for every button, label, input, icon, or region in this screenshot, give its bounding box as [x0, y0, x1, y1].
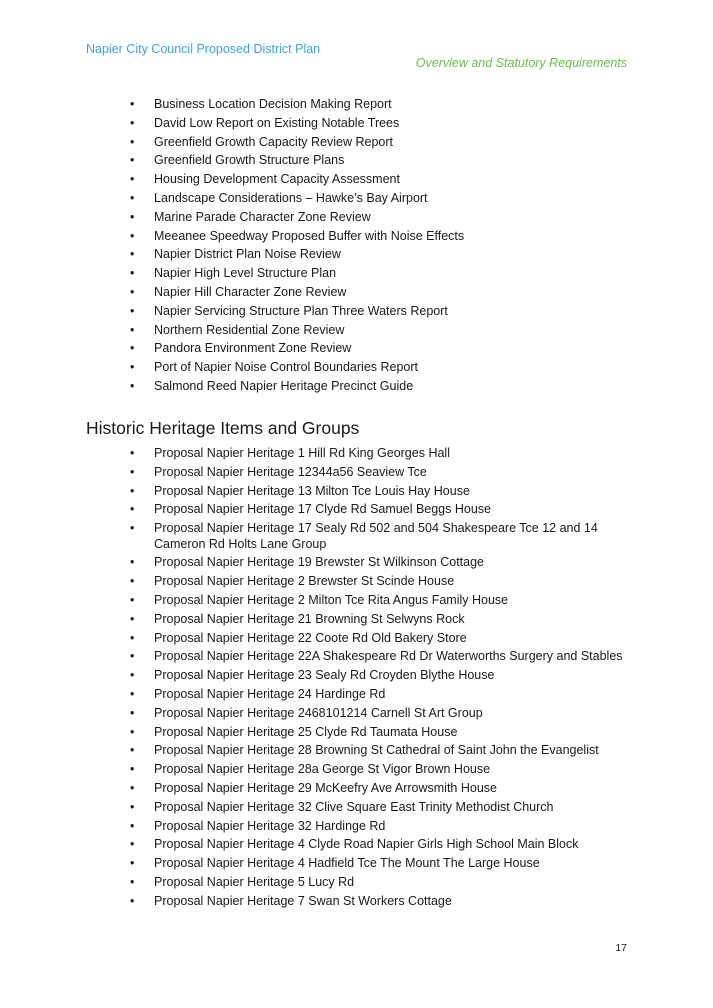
header-document-title: Napier City Council Proposed District Plan	[86, 42, 321, 56]
header-section-title: Overview and Statutory Requirements	[415, 56, 627, 70]
list-item: • Northern Residential Zone Review	[130, 323, 650, 339]
list-item: • Proposal Napier Heritage 28a George St Vigor Brown House	[130, 762, 650, 778]
list-item: • Proposal Napier Heritage 4 Hadfield Tce The Mount The Large House	[130, 856, 650, 872]
list-item: • Napier Servicing Structure Plan Three Waters Report	[130, 304, 650, 320]
list-item: • Proposal Napier Heritage 17 Clyde Rd Samuel Beggs House	[130, 502, 650, 518]
list-item: • Greenfield Growth Structure Plans	[130, 153, 650, 169]
list-item: • Proposal Napier Heritage 2468101214 Carnell St Art Group	[130, 706, 650, 722]
heritage-list	[130, 446, 650, 913]
list-item: • Proposal Napier Heritage 1 Hill Rd King Georges Hall	[130, 446, 650, 462]
list-item: • Proposal Napier Heritage 21 Browning St Selwyns Rock	[130, 612, 650, 628]
list-item: • Port of Napier Noise Control Boundaries Report	[130, 360, 650, 376]
reports-list	[130, 97, 650, 398]
list-item: • David Low Report on Existing Notable Trees	[130, 116, 650, 132]
list-item: • Napier Hill Character Zone Review	[130, 285, 650, 301]
list-item: • Proposal Napier Heritage 13 Milton Tce Louis Hay House	[130, 484, 650, 500]
list-item: • Proposal Napier Heritage 25 Clyde Rd Taumata House	[130, 725, 650, 741]
list-item: • Napier High Level Structure Plan	[130, 266, 650, 282]
section-heading: Historic Heritage Items and Groups	[86, 418, 360, 438]
list-item: • Greenfield Growth Capacity Review Report	[130, 135, 650, 151]
list-item: • Housing Development Capacity Assessment	[130, 172, 650, 188]
list-item: • Proposal Napier Heritage 17 Sealy Rd 502 and 504 Shakespeare Tce 12 and 14 Cameron Rd Holts Lane Group	[130, 521, 650, 552]
list-item: • Proposal Napier Heritage 7 Swan St Workers Cottage	[130, 894, 650, 910]
list-item: • Marine Parade Character Zone Review	[130, 210, 650, 226]
list-item: • Proposal Napier Heritage 32 Clive Square East Trinity Methodist Church	[130, 800, 650, 816]
list-item: • Proposal Napier Heritage 4 Clyde Road Napier Girls High School Main Block	[130, 837, 650, 853]
list-item: • Napier District Plan Noise Review	[130, 247, 650, 263]
list-item: • Landscape Considerations – Hawke’s Bay Airport	[130, 191, 650, 207]
list-item: • Proposal Napier Heritage 22 Coote Rd Old Bakery Store	[130, 631, 650, 647]
list-item: • Proposal Napier Heritage 2 Milton Tce Rita Angus Family House	[130, 593, 650, 609]
list-item: • Meeanee Speedway Proposed Buffer with Noise Effects	[130, 229, 650, 245]
list-item: • Proposal Napier Heritage 22A Shakespeare Rd Dr Waterworths Surgery and Stables	[130, 649, 650, 665]
list-item: • Proposal Napier Heritage 19 Brewster St Wilkinson Cottage	[130, 555, 650, 571]
list-item: • Business Location Decision Making Report	[130, 97, 650, 113]
list-item: • Proposal Napier Heritage 12344a56 Seaview Tce	[130, 465, 650, 481]
list-item: • Proposal Napier Heritage 28 Browning St Cathedral of Saint John the Evangelist	[130, 743, 650, 759]
list-item: • Proposal Napier Heritage 24 Hardinge Rd	[130, 687, 650, 703]
page-number: 17	[615, 942, 627, 954]
list-item: • Salmond Reed Napier Heritage Precinct Guide	[130, 379, 650, 395]
list-item: • Pandora Environment Zone Review	[130, 341, 650, 357]
list-item: • Proposal Napier Heritage 29 McKeefry Ave Arrowsmith House	[130, 781, 650, 797]
list-item: • Proposal Napier Heritage 32 Hardinge Rd	[130, 819, 650, 835]
list-item: • Proposal Napier Heritage 5 Lucy Rd	[130, 875, 650, 891]
list-item: • Proposal Napier Heritage 23 Sealy Rd Croyden Blythe House	[130, 668, 650, 684]
list-item: • Proposal Napier Heritage 2 Brewster St Scinde House	[130, 574, 650, 590]
